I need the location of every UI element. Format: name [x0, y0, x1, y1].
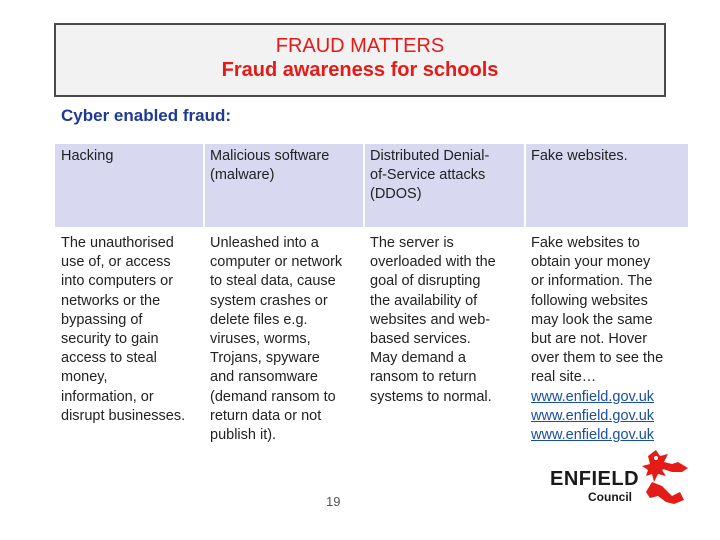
body-line: following websites: [531, 292, 648, 309]
body-line: real site…: [531, 369, 597, 386]
body-line: delete files e.g.: [210, 311, 308, 328]
body-line: ransom to return: [370, 369, 477, 386]
body-line: networks or the: [61, 292, 161, 309]
table-cell-malware-description: [204, 228, 364, 466]
table-header-ddos: [364, 144, 525, 228]
body-line: The server is: [370, 235, 454, 251]
body-line: may look the same: [531, 311, 653, 328]
body-line: overloaded with the: [370, 254, 496, 271]
body-line: computer or network: [210, 254, 343, 271]
body-line: Fake websites to: [531, 235, 640, 251]
row-divider: [55, 227, 688, 229]
column-divider: [524, 144, 526, 466]
column-divider: [203, 144, 205, 466]
header-line: Fake websites.: [531, 148, 628, 164]
enfield-link[interactable]: www.enfield.gov.uk: [531, 388, 655, 405]
logo-subtitle: Council: [588, 490, 632, 504]
body-line: publish it).: [210, 427, 277, 444]
column-divider: [363, 144, 365, 466]
body-line: Trojans, spyware: [210, 350, 320, 367]
body-line: May demand a: [370, 350, 466, 367]
body-line: or information. The: [531, 273, 653, 290]
body-line: money,: [61, 369, 108, 386]
table-cell-hacking-description: [55, 228, 204, 466]
body-line: websites and web-: [370, 311, 491, 328]
body-line: systems to normal.: [370, 388, 492, 405]
body-line: use of, or access: [61, 254, 171, 271]
body-line: bypassing of: [61, 311, 143, 328]
body-line: Unleashed into a: [210, 235, 319, 251]
header-line: (DDOS): [370, 186, 422, 203]
page-subtitle: Fraud awareness for schools: [221, 59, 499, 81]
table-header-fake-websites: [525, 144, 688, 228]
page-title: FRAUD MATTERS: [275, 35, 445, 57]
body-line: goal of disrupting: [370, 273, 481, 290]
body-line: to steal data, cause: [210, 273, 336, 290]
table-header-hacking: [55, 144, 204, 228]
logo-wordmark: ENFIELD: [550, 468, 640, 490]
body-line: disrupt businesses.: [61, 407, 186, 424]
body-line: the availability of: [370, 292, 478, 309]
body-line: obtain your money: [531, 254, 651, 271]
table-header-malware: [204, 144, 364, 228]
body-line: but are not. Hover: [531, 331, 648, 348]
enfield-link[interactable]: www.enfield.gov.uk: [531, 427, 655, 444]
header-line: Hacking: [61, 148, 114, 164]
body-line: security to gain: [61, 331, 159, 348]
page-number: 19: [326, 494, 341, 509]
body-line: system crashes or: [210, 292, 328, 309]
body-line: information, or: [61, 388, 154, 405]
body-line: The unauthorised: [61, 235, 174, 251]
body-line: into computers or: [61, 273, 174, 290]
header-line: Distributed Denial-: [370, 148, 490, 164]
table-cell-fake-websites-description: [525, 228, 688, 466]
body-line: (demand ransom to: [210, 388, 336, 405]
body-line: and ransomware: [210, 369, 318, 386]
fraud-types-table: [55, 144, 688, 466]
body-line: viruses, worms,: [210, 331, 311, 348]
body-line: access to steal: [61, 350, 157, 367]
header-line: (malware): [210, 167, 275, 184]
body-line: based services.: [370, 331, 471, 348]
table-cell-ddos-description: [364, 228, 525, 466]
section-heading: Cyber enabled fraud:: [61, 106, 232, 125]
header-line: Malicious software: [210, 148, 330, 164]
enfield-council-logo: [548, 446, 698, 510]
title-box: [54, 23, 666, 97]
enfield-link[interactable]: www.enfield.gov.uk: [531, 407, 655, 424]
header-line: of-Service attacks: [370, 167, 486, 184]
body-line: over them to see the: [531, 350, 664, 367]
body-line: return data or not: [210, 407, 322, 424]
